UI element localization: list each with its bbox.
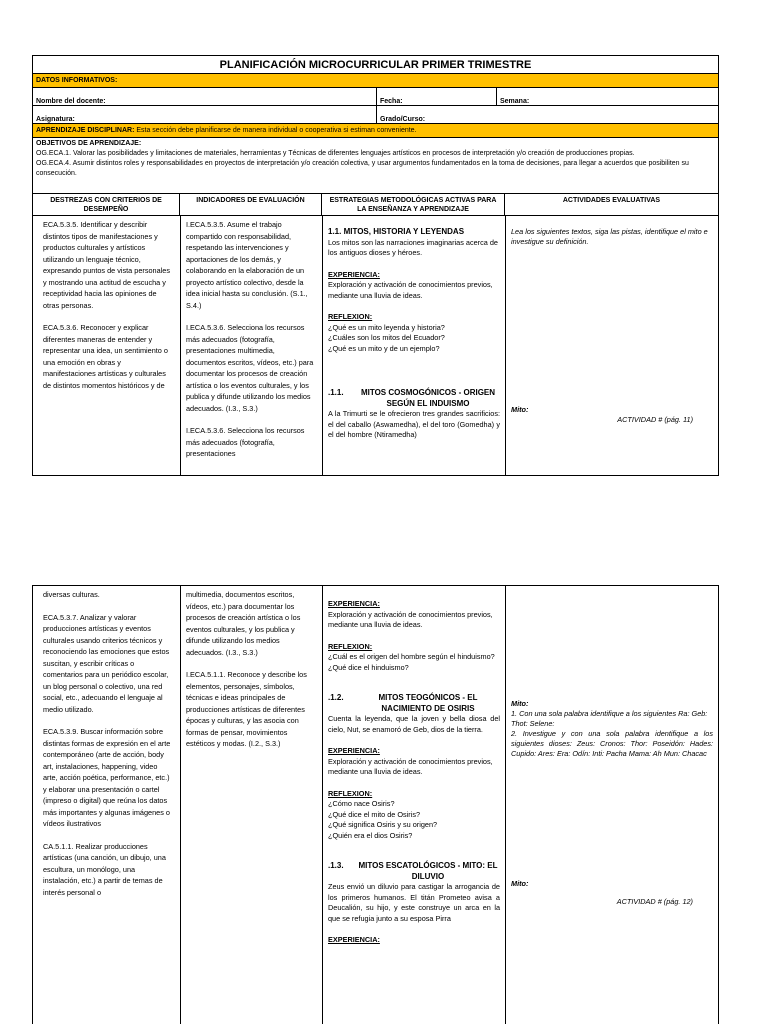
experiencia-text: Exploración y activación de conocimientos previos, mediante una lluvia de ideas. — [328, 609, 493, 629]
section-title: MITOS ESCATOLÓGICOS - MITO: EL DILUVIO — [358, 861, 498, 881]
destreza-item: ECA.5.3.6. Reconocer y explicar diferentes maneras de entender y representar una idea, un sentimiento o una emoción en obras y manifestaciones artísticas y culturales de distintos momentos históricos y de — [43, 323, 168, 390]
reflexion-heading: REFLEXION: — [328, 641, 373, 651]
section-text: A la Trimurti se le ofrecieron tres grandes sacrificios: el del caballo (Aswamedha), el del toro (Gomedha) y el del hombre (Ntiramedha) — [328, 409, 500, 439]
reflexion-question: ¿Cómo nace Osiris? — [328, 799, 395, 808]
experiencia-heading: EXPERIENCIA: — [328, 935, 380, 944]
experiencia-heading: EXPERIENCIA: — [328, 269, 380, 279]
page-1 — [32, 55, 719, 476]
header-destrezas: DESTREZAS CON CRITERIOS DE DESEMPEÑO — [33, 194, 180, 215]
indicador-item: I.ECA.5.3.6. Selecciona los recursos más adecuados (fotografía, presentaciones — [186, 426, 305, 458]
estrategias-column — [323, 224, 505, 444]
actividad-item: 1. Con una sola palabra identifique a los siguientes Ra: Geb: Thot: Selene: — [511, 709, 708, 728]
reflexion-question: ¿Cuál es el origen del hombre según el hinduismo? — [328, 652, 495, 661]
indicadores-column — [181, 216, 321, 463]
aprendizaje-bar — [33, 124, 718, 138]
header-estrategias: ESTRATEGIAS METODOLÓGICAS ACTIVAS PARA LA ENSEÑANZA Y APRENDIZAJE — [322, 194, 505, 215]
section-title: 1.1. MITOS, HISTORIA Y LEYENDAS — [328, 227, 465, 236]
reflexion-heading: REFLEXION: — [328, 788, 373, 798]
indicador-item: I.ECA.5.3.5. Asume el trabajo compartido con responsabilidad, respetando las intervenciones y aportaciones de los demás, y colaborando en la elaboración de un proyecto artístico colectivo, desde la idea inicial hasta su conclusión. (S.1., S.4.) — [186, 220, 308, 310]
grado-label: Grado/Curso: — [380, 116, 426, 123]
datos-informativos-bar: DATOS INFORMATIVOS: — [33, 74, 718, 88]
mito-label: Mito: — [511, 699, 529, 708]
reflexion-question: ¿Qué es un mito leyenda y historia? — [328, 322, 445, 332]
document-title: PLANIFICACIÓN MICROCURRICULAR PRIMER TRIMESTRE — [33, 56, 718, 74]
section-title: MITOS COSMOGÓNICOS - ORIGEN SEGÚN EL INDUISMO — [360, 388, 496, 408]
section-number: .1.3. — [328, 861, 344, 870]
indicadores-column — [181, 586, 321, 753]
destreza-item: ECA.5.3.9. Buscar información sobre distintas formas de expresión en el arte contemporáneo (arte de acción, body art, instalaciones, happening, video arte, acción poética, performance, etc.) y elaborar una presentación o cartel (impreso o digital) que reúna los datos más importantes y algunas imágenes o vídeos ilustrativos — [43, 727, 171, 828]
experiencia-heading: EXPERIENCIA: — [328, 746, 380, 755]
section-number: .1.1. — [328, 388, 344, 397]
docente-row — [33, 88, 718, 106]
section-text: Cuenta la leyenda, que la joven y bella diosa del cielo, Nut, se enamoró de Geb, dios de la tierra. — [328, 714, 500, 734]
column-headers — [33, 194, 718, 216]
reflexion-question: ¿Qué significa Osiris y su origen? — [328, 820, 438, 829]
header-actividades: ACTIVIDADES EVALUATIVAS — [562, 197, 661, 204]
actividad-reference: ACTIVIDAD # (pág. 12) — [616, 897, 693, 906]
docente-label: Nombre del docente: — [36, 98, 106, 105]
section-heading — [328, 388, 500, 409]
indicador-item: I.ECA.5.1.1. Reconoce y describe los elementos, personajes, símbolos, técnicas e ideas principales de producciones artísticas de diferentes épocas y culturas, y las asocia con formas de pensar, movimientos estéticos y modas. (I.2., S.3.) — [186, 670, 307, 748]
section-number: .1.2. — [328, 693, 344, 702]
reflexion-question: ¿Qué dice el mito de Osiris? — [328, 809, 421, 819]
content-area — [33, 216, 718, 475]
section-heading — [328, 693, 500, 714]
actividad-reference: ACTIVIDAD # (pág. 11) — [617, 415, 693, 424]
mito-label: Mito: — [511, 879, 529, 888]
objetivos-block — [33, 138, 718, 194]
asignatura-row — [33, 106, 718, 124]
experiencia-text: Exploración y activación de conocimientos previos, mediante una lluvia de ideas. — [328, 756, 493, 776]
docente-cell — [33, 88, 377, 105]
destrezas-column — [38, 586, 178, 901]
section-title: MITOS TEOGÓNICOS - EL NACIMIENTO DE OSIRIS — [378, 693, 478, 713]
reflexion-question: ¿Quién era el dios Osiris? — [328, 830, 413, 840]
destreza-item: diversas culturas. — [43, 590, 100, 599]
experiencia-text: Exploración y activación de conocimientos previos, mediante una lluvia de ideas. — [328, 280, 493, 300]
objetivos-label: OBJETIVOS DE APRENDIZAJE: — [36, 140, 142, 147]
section-text: Los mitos son las narraciones imaginarias acerca de los antiguos dioses y héroes. — [328, 237, 498, 257]
semana-label: Semana: — [500, 98, 530, 105]
experiencia-heading: EXPERIENCIA: — [328, 599, 380, 608]
destreza-item: CA.5.1.1. Realizar producciones artísticas (una canción, un dibujo, una escultura, un monólogo, una instalación, etc.) a partir de temas de interés personal o — [43, 841, 166, 897]
destreza-item: ECA.5.3.7. Analizar y valorar producciones artísticas y eventos culturales usando criterios técnicos y reconociendo las emociones que estos suscitan, y escribir críticas o comentarios para un periódico escolar, un blog personal o colectivo, una red social, etc., adecuando el lenguaje al medio utilizado. — [43, 612, 170, 714]
asignatura-cell — [33, 106, 377, 123]
header-indicadores: INDICADORES DE EVALUACIÓN — [180, 194, 322, 215]
actividad-item: 2. Investigue y con una sola palabra identifique a los siguientes dioses: Zeus: Cronos: Thor: Poseidón: Hades: Cupido: Ares: Era: Odín: Inti: Pacha Mama: Ah Mun: Chacac — [511, 729, 713, 758]
fecha-label: Fecha: — [380, 98, 403, 105]
reflexion-question: ¿Qué es un mito y de un ejemplo? — [328, 343, 440, 353]
section-text: Zeus envió un diluvio para castigar la arrogancia de los primeros humanos. El titán Prometeo avisa a Deucalión, su hijo, y este construye un arca en la que se refugia junto a su esposa Pirra — [328, 882, 500, 923]
semana-cell — [497, 88, 718, 105]
mito-label: Mito: — [511, 405, 529, 414]
page-2 — [32, 585, 719, 1024]
actividad-intro: Lea los siguientes textos, siga las pistas, identifique el mito e investigue su definición. — [511, 227, 708, 246]
actividades-column — [506, 696, 718, 910]
section-heading — [328, 861, 500, 882]
grado-cell — [377, 106, 718, 123]
estrategias-column — [323, 596, 505, 949]
indicador-item: I.ECA.5.3.6. Selecciona los recursos más adecuados (fotografía, presentaciones multimedia, documentos escritos, vídeos, etc.) para documentar los procesos de creación artística o los eventos culturales, y los publica y difunde utilizando los medios adecuados. (I.3., S.3.) — [186, 323, 314, 413]
reflexion-heading: REFLEXION: — [328, 312, 373, 321]
reflexion-question: ¿Cuáles son los mitos del Ecuador? — [328, 333, 445, 342]
asignatura-label: Asignatura: — [36, 116, 75, 123]
aprendizaje-label: APRENDIZAJE DISCIPLINAR: — [36, 127, 135, 134]
destreza-item: ECA.5.3.5. Identificar y describir distintos tipos de manifestaciones y productos culturales y artísticos utilizando un lenguaje técnico, expresando puntos de vista personales y mostrando una actitud de escucha y receptividad hacia las opiniones de otras personas. — [43, 220, 170, 310]
destrezas-column — [38, 216, 178, 394]
objetivo-1: OG.ECA.1. Valorar las posibilidades y limitaciones de materiales, herramientas y Técnicas de diferentes lenguajes artísticos en procesos de interpretación y/o creación de producciones propias. — [36, 150, 635, 157]
indicador-item: multimedia, documentos escritos, vídeos, etc.) para documentar los procesos de creación artística o los eventos culturales, y los publica y difunde utilizando los medios adecuados. (I.3., S.3.) — [186, 590, 301, 657]
actividades-column — [506, 224, 718, 428]
reflexion-question: ¿Qué dice el hinduismo? — [328, 662, 409, 672]
fecha-cell — [377, 88, 497, 105]
objetivo-2: OG.ECA.4. Asumir distintos roles y responsabilidades en proyectos de interpretación y/o creación colectiva, y usar argumentos fundamentados en la toma de decisiones, para llegar a acuerdos que posibiliten su consecución. — [36, 160, 689, 177]
aprendizaje-text: Esta sección debe planificarse de manera individual o cooperativa si estiman conveniente. — [134, 127, 417, 134]
